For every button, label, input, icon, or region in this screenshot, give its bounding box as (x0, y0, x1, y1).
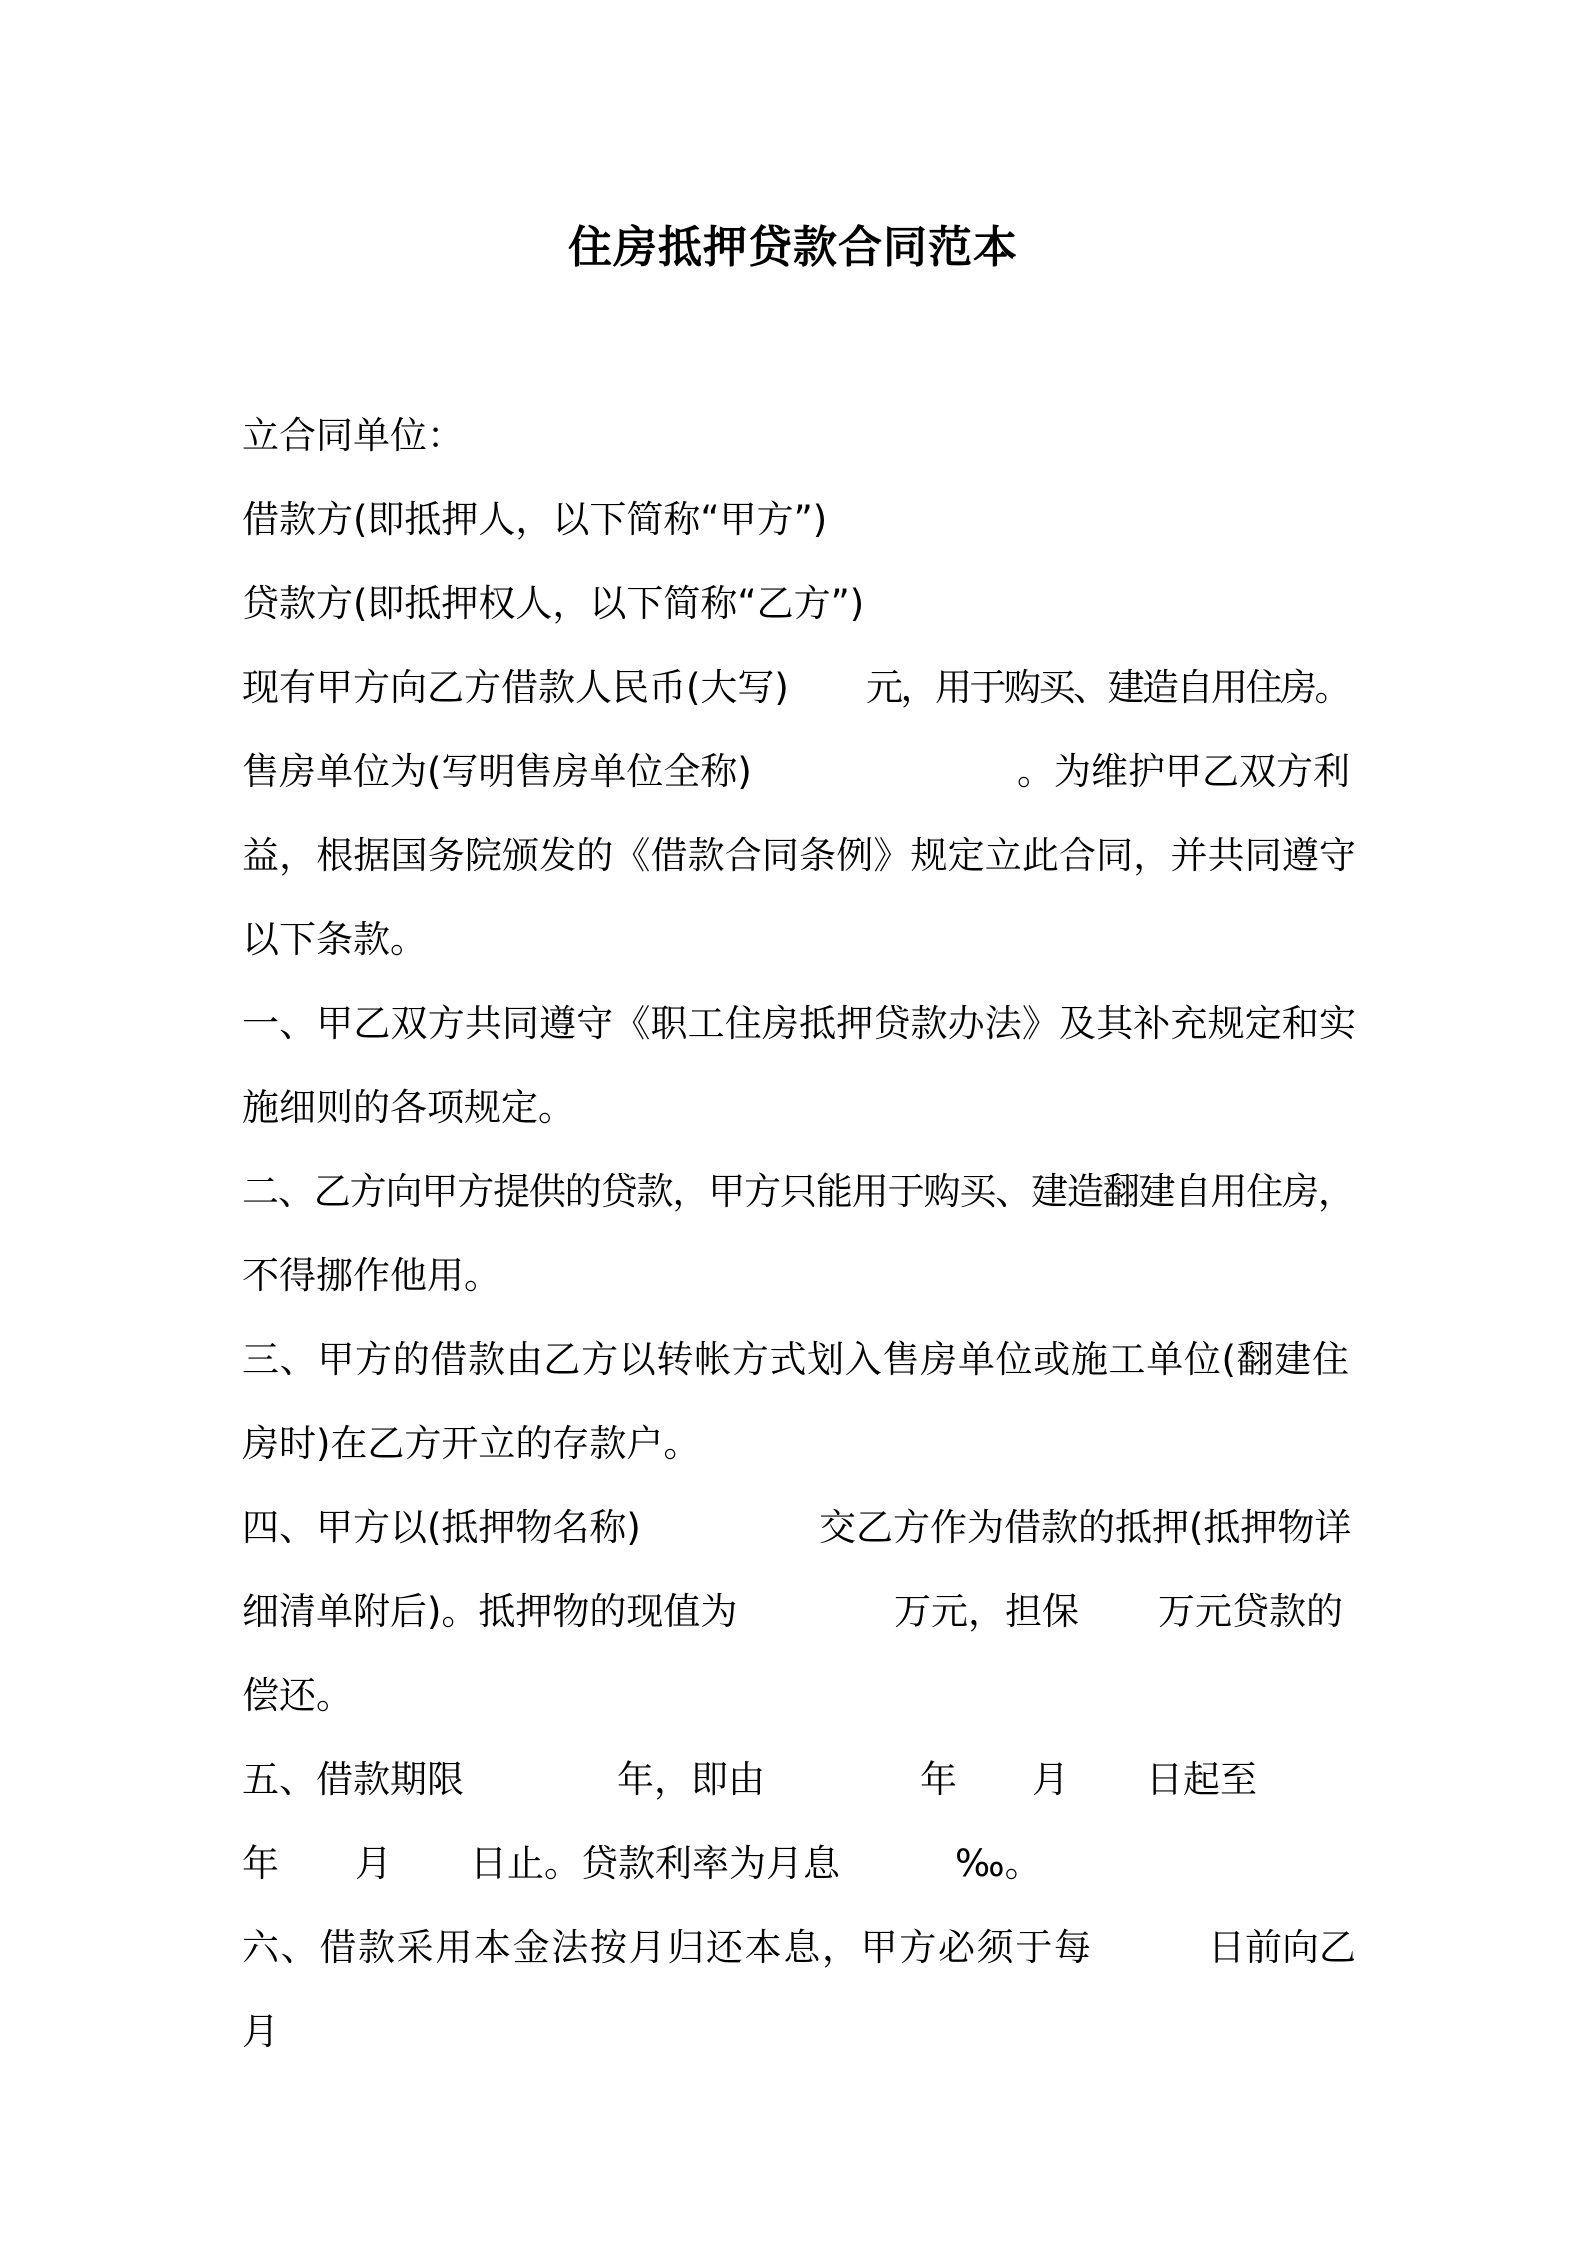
contract-line (242, 1402, 1355, 1486)
line-segment: 不得挪作他用。 (242, 1254, 501, 1297)
line-segment: 六、借款采用本金法按月归还本息，甲方必须于每月 (242, 1926, 1091, 2053)
line-segment: 以下条款。 (242, 918, 427, 961)
line-segment: ‰。 (955, 1842, 1042, 1885)
line-segment: 月 (355, 1842, 392, 1885)
contract-line (242, 1738, 1355, 1822)
line-segment: 贷款方(即抵押权人，以下简称“乙方”) (242, 582, 865, 625)
line-segment: 施细则的各项规定。 (242, 1086, 575, 1129)
contract-line (242, 898, 1355, 982)
line-segment: 年 (242, 1842, 279, 1885)
line-segment: 现有甲方向乙方借款人民币(大写) (242, 666, 789, 709)
line-segment: 日前向乙 (1208, 1926, 1356, 1969)
line-segment: 日止。贷款利率为月息 (470, 1842, 840, 1885)
contract-line (242, 1570, 1355, 1654)
line-segment: 万元贷款的 (1158, 1590, 1343, 1633)
line-segment: 细清单附后)。抵押物的现值为 (242, 1590, 738, 1633)
contract-line (242, 1486, 1355, 1570)
line-segment: 立合同单位： (242, 414, 464, 457)
contract-line (242, 1318, 1355, 1402)
line-segment: 益，根据国务院颁发的《借款合同条例》规定立此合同，并共同遵守 (242, 834, 1355, 877)
contract-line (242, 982, 1355, 1066)
line-segment: 房时)在乙方开立的存款户。 (242, 1422, 701, 1465)
line-segment: 元，用于购买、建造自用住房。 (866, 666, 1349, 709)
line-segment: 四、甲方以(抵押物名称) (242, 1506, 641, 1549)
line-segment: 偿还。 (242, 1674, 353, 1717)
contract-line (242, 478, 1355, 562)
contract-line (242, 394, 1355, 478)
contract-line (242, 1150, 1355, 1234)
line-segment: 借款方(即抵押人，以下简称“甲方”) (242, 498, 828, 541)
contract-line (242, 730, 1355, 814)
contract-line (242, 1066, 1355, 1150)
contract-line (242, 1906, 1356, 2053)
line-segment: 。为维护甲乙双方利 (1017, 750, 1350, 793)
line-segment: 交乙方作为借款的抵押(抵押物详 (819, 1506, 1352, 1549)
line-segment: 三、甲方的借款由乙方以转帐方式划入售房单位或施工单位(翻建住 (242, 1338, 1348, 1381)
line-segment: 二、乙方向甲方提供的贷款，甲方只能用于购买、建造翻建自用住房， (242, 1170, 1352, 1213)
document-title: 住房抵押贷款合同范本 (568, 222, 1018, 273)
line-segment: 一、甲乙双方共同遵守《职工住房抵押贷款办法》及其补充规定和实 (242, 1002, 1355, 1045)
line-segment: 年，即由 (617, 1758, 765, 1801)
contract-line (242, 1822, 1355, 1906)
contract-body (242, 394, 1356, 2053)
contract-line (242, 646, 1355, 730)
line-segment: 日起至 (1146, 1758, 1257, 1801)
contract-line (242, 1234, 1355, 1318)
line-segment: 五、借款期限 (242, 1758, 464, 1801)
contract-line (242, 1654, 1355, 1738)
contract-line (242, 562, 1355, 646)
line-segment: 万元，担保 (894, 1590, 1079, 1633)
contract-line (242, 814, 1355, 898)
line-segment: 月 (1032, 1758, 1069, 1801)
line-segment: 年 (920, 1758, 957, 1801)
line-segment: 售房单位为(写明售房单位全称) (242, 750, 752, 793)
